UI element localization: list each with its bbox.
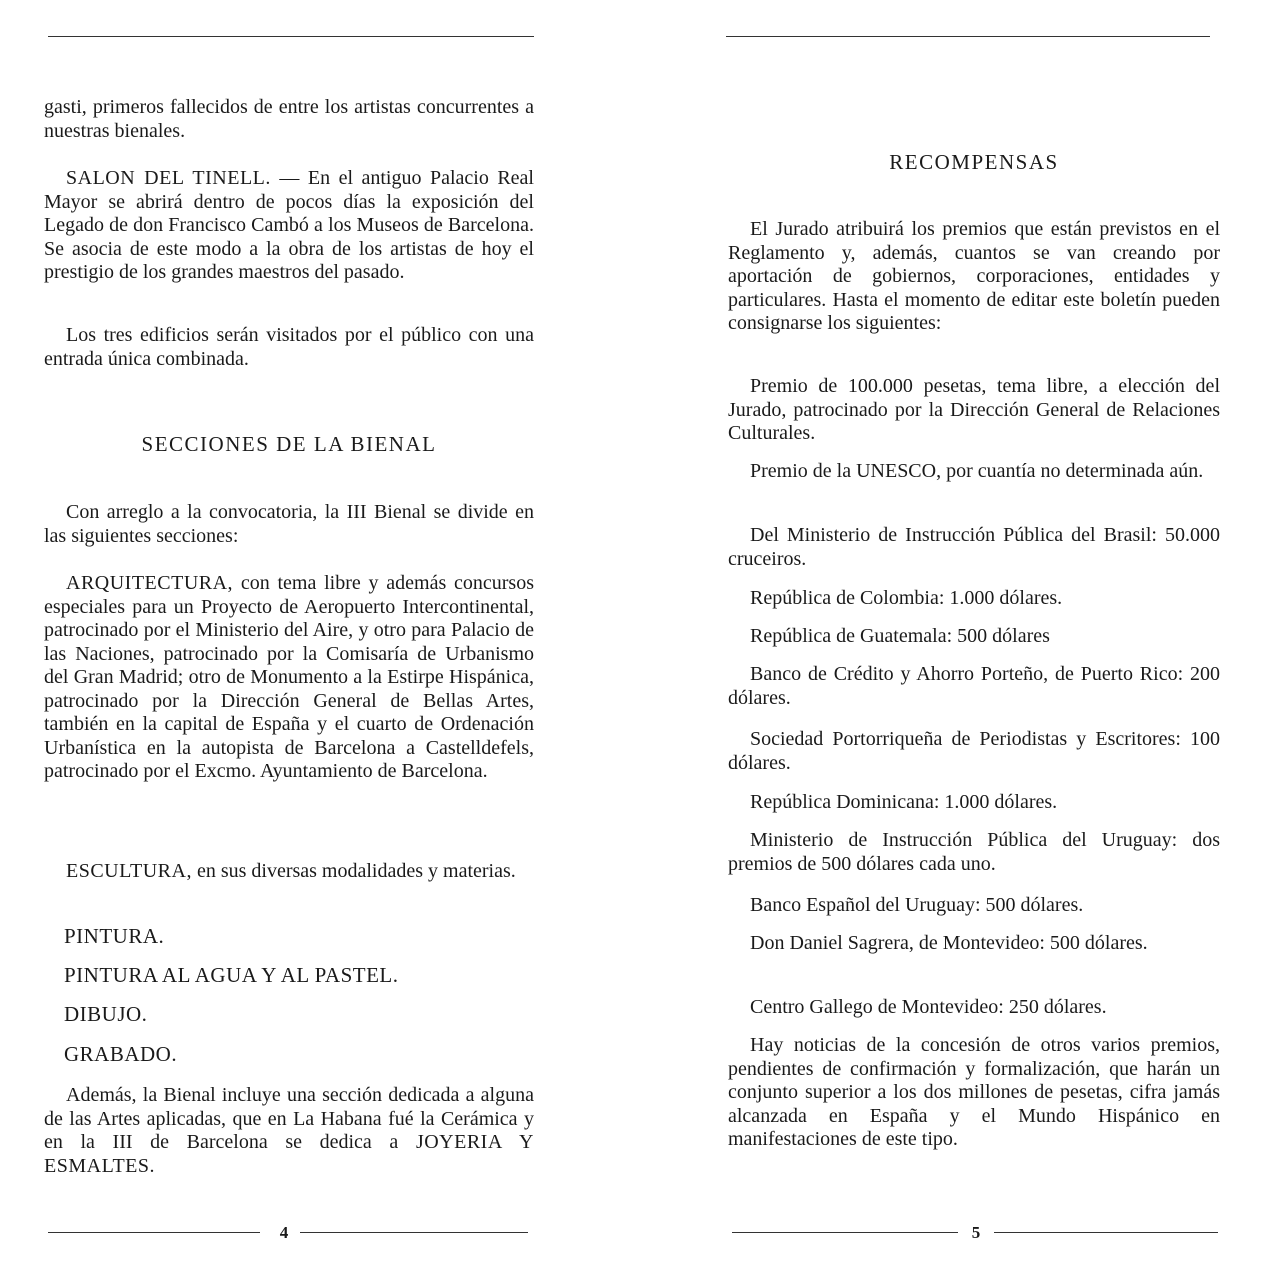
award-item: Don Daniel Sagrera, de Montevideo: 500 dólares. — [750, 932, 1148, 954]
award-item: República Dominicana: 1.000 dólares. — [750, 791, 1058, 813]
escultura-text: en sus diversas modalidades y materias. — [191, 860, 516, 882]
left-continuation-block — [44, 96, 534, 143]
page-number-right: 5 — [971, 1223, 981, 1242]
top-rule-right — [726, 36, 1210, 37]
award-item: Banco de Crédito y Ahorro Porteño, de Puerto Rico: 200 dólares. — [728, 663, 1220, 709]
salon-title: SALON DEL TINELL. — [66, 167, 271, 189]
arquitectura-text: con tema libre y además concursos especiales para un Proyecto de Aeropuerto Intercontinental, patrocinado por el Ministerio del Aire, y otro para Palacio de las Naciones, patrocinado por la Comisaría de Urbanismo del Gran Madrid; otro de Monumento a la Estirpe Hispánica, patrocinado por la Dirección General de Bellas Artes, también en la capital de España y el cuarto de Ordenación Urbanística en la autopista de Barcelona a Castelldefels, patrocinado por el Excmo. Ayuntamiento de Barcelona. — [44, 572, 534, 782]
arquitectura-title: ARQUITECTURA, — [66, 572, 234, 594]
section-item-grabado: GRABADO. — [64, 1042, 178, 1066]
aplicadas-caps: JOYERIA Y ESMALTES. — [44, 1131, 534, 1177]
aplicadas-text: Además, la Bienal incluye una sección dedicada a alguna de las Artes aplicadas, que en La Habana fué la Cerámica y en la III de Barcelona se dedica a — [44, 1084, 534, 1153]
sections-heading: SECCIONES DE LA BIENAL — [141, 432, 437, 456]
recompensas-intro-block — [728, 218, 1220, 336]
salon-paragraph — [44, 167, 534, 285]
award-6-block — [728, 728, 1220, 775]
award-7-block — [728, 791, 1220, 815]
closing-block — [728, 1034, 1220, 1152]
arquitectura-block — [44, 572, 534, 784]
recompensas-intro: El Jurado atribuirá los premios que están previstos en el Reglamento y, además, cuantos se van creando por aportación de gobiernos, corporaciones, entidades y particulares. Hasta el momento de editar este boletín pueden consignarse los siguientes: — [728, 218, 1220, 334]
award-11-block — [728, 996, 1220, 1020]
visits-paragraph: Los tres edificios serán visitados por el público con una entrada única combinada. — [44, 324, 534, 370]
recompensas-heading: RECOMPENSAS — [889, 150, 1059, 174]
aplicadas-paragraph — [44, 1084, 534, 1178]
award-item: Banco Español del Uruguay: 500 dólares. — [750, 894, 1084, 916]
right-footer — [732, 1223, 1218, 1243]
award-5-block — [728, 663, 1220, 710]
left-footer-rule-a — [48, 1232, 260, 1233]
salon-text: — En el antiguo Palacio Real Mayor se abrirá dentro de pocos días la exposición del Legado de don Francisco Cambó a los Museos de Barcelona. Se asocia de este modo a la obra de los artistas de hoy el prestigio de los grandes maestros del pasado. — [44, 167, 534, 283]
visits-block — [44, 324, 534, 371]
grabado-item-block — [44, 1042, 534, 1066]
award-9-block — [728, 894, 1220, 918]
award-item: República de Colombia: 1.000 dólares. — [750, 587, 1063, 609]
salon-block — [44, 167, 534, 285]
escultura-paragraph — [44, 860, 534, 884]
section-item-pintura: PINTURA. — [64, 924, 165, 948]
award-item: Sociedad Portorriqueña de Periodistas y Escritores: 100 dólares. — [728, 728, 1220, 774]
right-footer-rule-b — [994, 1232, 1218, 1233]
top-rule-left — [48, 36, 534, 37]
award-item: República de Guatemala: 500 dólares — [750, 625, 1050, 647]
left-footer — [48, 1223, 528, 1243]
award-0-block — [728, 375, 1220, 446]
escultura-block — [44, 860, 534, 884]
award-item: Del Ministerio de Instrucción Pública del Brasil: 50.000 cruceiros. — [728, 524, 1220, 570]
left-footer-rule-b — [300, 1232, 528, 1233]
award-2-block — [728, 524, 1220, 571]
right-footer-rule-a — [732, 1232, 958, 1233]
pintura-item-block — [44, 924, 534, 948]
agua-item-block — [44, 963, 534, 987]
sections-intro-block — [44, 501, 534, 548]
award-item: Centro Gallego de Montevideo: 250 dólares. — [750, 996, 1107, 1018]
recompensas-heading-block — [728, 150, 1220, 175]
award-1-block — [728, 460, 1220, 484]
award-4-block — [728, 625, 1220, 649]
page-number-left: 4 — [279, 1223, 289, 1242]
award-item: Premio de 100.000 pesetas, tema libre, a elección del Jurado, patrocinado por la Dirección General de Relaciones Culturales. — [728, 375, 1220, 444]
award-item: Ministerio de Instrucción Pública del Uruguay: dos premios de 500 dólares cada uno. — [728, 829, 1220, 875]
award-3-block — [728, 587, 1220, 611]
continuation-paragraph: gasti, primeros fallecidos de entre los artistas concurrentes a nuestras bienales. — [44, 96, 534, 142]
sections-heading-block — [44, 432, 534, 457]
dibujo-item-block — [44, 1002, 534, 1026]
escultura-title: ESCULTURA, — [66, 860, 192, 882]
award-item: Premio de la UNESCO, por cuantía no determinada aún. — [750, 460, 1204, 482]
sections-intro: Con arreglo a la convocatoria, la III Bienal se divide en las siguientes secciones: — [44, 501, 534, 547]
section-item-pintura-agua: PINTURA AL AGUA Y AL PASTEL. — [64, 963, 399, 987]
arquitectura-paragraph — [44, 572, 534, 784]
closing-paragraph: Hay noticias de la concesión de otros varios premios, pendientes de confirmación y formalización, que harán un conjunto superior a los dos millones de pesetas, cifra jamás alcanzada en España y el Mundo Hispánico en manifestaciones de este tipo. — [728, 1034, 1220, 1150]
section-item-dibujo: DIBUJO. — [64, 1002, 148, 1026]
award-10-block — [728, 932, 1220, 956]
award-8-block — [728, 829, 1220, 876]
aplicadas-block — [44, 1084, 534, 1178]
